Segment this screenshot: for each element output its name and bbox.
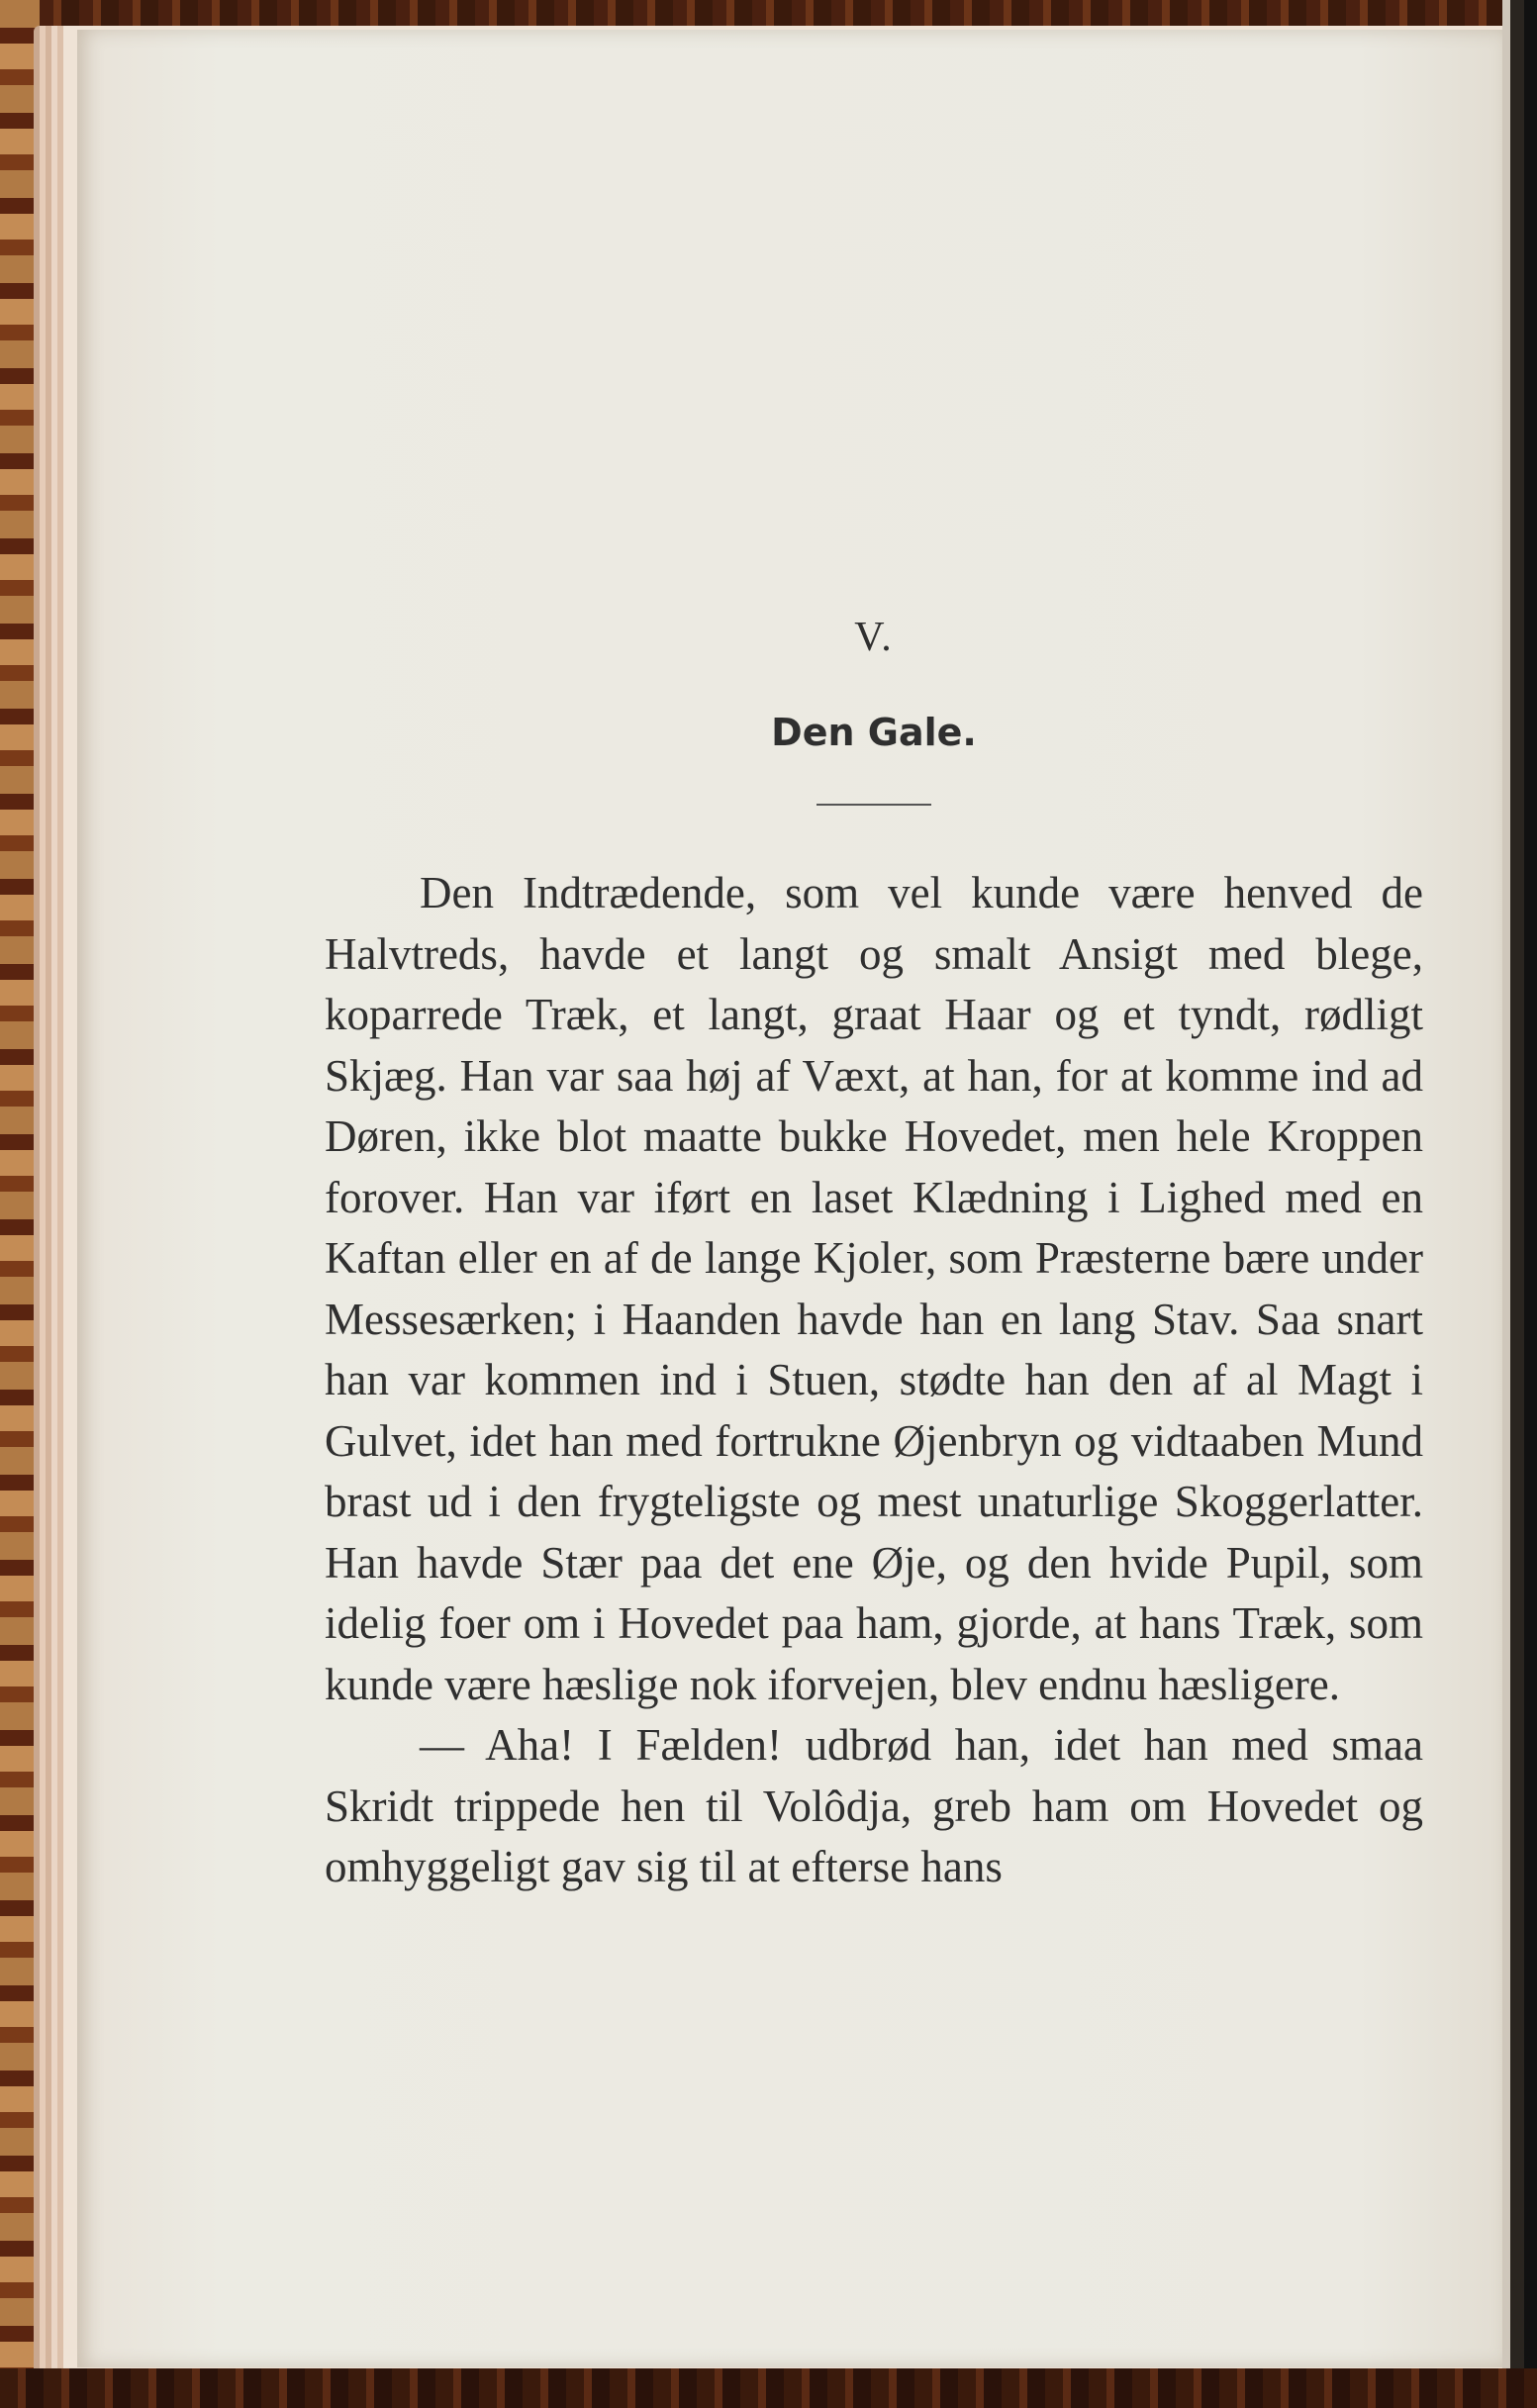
chapter-title: Den Gale.: [771, 711, 977, 754]
title-divider: [817, 804, 931, 806]
book-bottom-edge: [0, 2368, 1537, 2408]
paragraph: — Aha! I Fælden! udbrød han, idet han med smaa Skridt trippede hen til Volôdja, greb ham om Hovedet og omhyggeligt gav sig til at efterse hans: [325, 1720, 1423, 1891]
book-right-edge: [1502, 0, 1537, 2408]
chapter-number: V.: [854, 615, 894, 660]
paragraph: Den Indtrædende, som vel kunde være henved de Halvtreds, havde et langt og smalt Ansigt med blege, koparrede Træk, et langt, graat Haar og et tyndt, rødligt Skjæg. Han var saa høj af Væxt, at han, for at komme ind ad Døren, ikke blot maatte bukke Hovedet, men hele Kroppen forover. Han var iført en laset Klædning i Lighed med en Kaftan eller en af de lange Kjoler, som Præsterne bære under Messesærken; i Haanden havde han en lang Stav. Saa snart han var kommen ind i Stuen, stødte han den af al Magt i Gulvet, idet han med fortrukne Øjenbryn og vidtaaben Mund brast ud i den frygteligste og mest unaturlige Skoggerlatter. Han havde Stær paa det ene Øje, og den hvide Pupil, som idelig foer om i Hovedet paa ham, gjorde, at hans Træk, som kunde være hæslige nok iforvejen, blev endnu hæsligere.: [325, 868, 1423, 1709]
page-content: [325, 614, 1423, 1898]
